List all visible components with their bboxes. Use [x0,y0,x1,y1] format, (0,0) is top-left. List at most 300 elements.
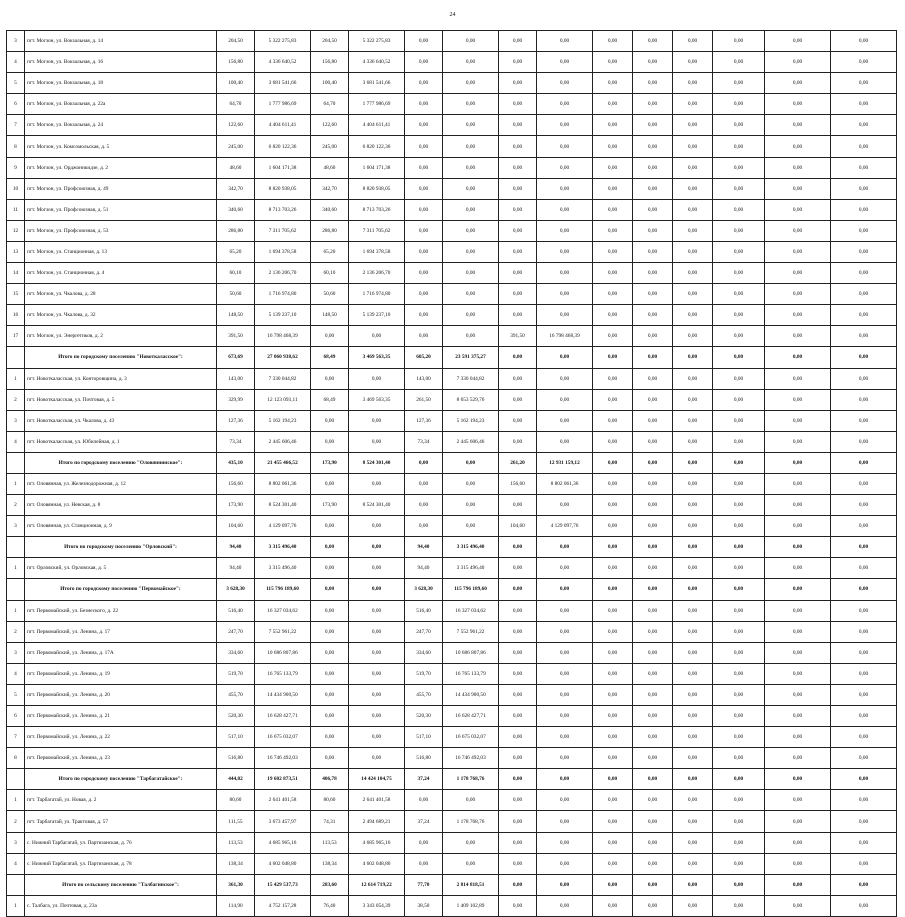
value-cell: 516,80 [405,748,443,769]
value-cell: 0,00 [713,600,765,621]
value-cell: 0,00 [713,516,765,537]
value-cell: 0,00 [443,220,499,241]
value-cell: 0,00 [713,663,765,684]
value-cell: 0,00 [311,558,349,579]
value-cell: 0,00 [499,157,537,178]
value-cell: 0,00 [405,832,443,853]
value-cell: 21 455 466,52 [255,452,311,473]
value-cell: 0,00 [537,600,593,621]
value-cell: 0,00 [537,748,593,769]
value-cell: 0,00 [831,431,897,452]
address-cell: пгт. Новоткаласская, ул. Конторовщина, д. 3 [25,368,217,389]
row-number-cell: 1 [7,790,25,811]
value-cell: 0,00 [443,790,499,811]
value-cell: 0,00 [311,537,349,558]
value-cell: 0,00 [713,115,765,136]
value-cell: 0,00 [633,769,673,790]
value-cell: 1 716 974,80 [349,284,405,305]
value-cell: 0,00 [593,31,633,52]
value-cell: 127,36 [405,410,443,431]
value-cell: 0,00 [537,115,593,136]
value-cell: 0,00 [633,284,673,305]
row-number-cell: 1 [7,600,25,621]
value-cell: 100,40 [311,73,349,94]
value-cell: 1 409 102,89 [443,895,499,916]
value-cell: 0,00 [831,220,897,241]
value-cell: 0,00 [673,642,713,663]
value-cell: 0,00 [633,706,673,727]
row-number-cell: 3 [7,642,25,663]
value-cell: 0,00 [831,537,897,558]
value-cell: 2 641 401,58 [349,790,405,811]
value-cell: 0,00 [765,452,831,473]
value-cell: 0,00 [713,410,765,431]
value-cell: 0,00 [765,284,831,305]
value-cell: 283,60 [311,874,349,895]
value-cell: 1 178 768,76 [443,769,499,790]
value-cell: 0,00 [405,136,443,157]
value-cell: 0,00 [593,537,633,558]
value-cell: 0,00 [673,537,713,558]
value-cell: 0,00 [311,684,349,705]
value-cell: 0,00 [713,157,765,178]
value-cell: 8 524 301,40 [349,495,405,516]
value-cell: 0,00 [499,263,537,284]
value-cell: 113,53 [217,832,255,853]
value-cell: 0,00 [765,706,831,727]
value-cell: 2 494 689,21 [349,811,405,832]
row-number-cell: 6 [7,94,25,115]
row-number-cell: 3 [7,31,25,52]
value-cell: 0,00 [593,516,633,537]
value-cell: 0,00 [831,115,897,136]
row-number-cell: 2 [7,495,25,516]
value-cell: 3 343 054,39 [349,895,405,916]
row-number-cell: 14 [7,263,25,284]
value-cell: 0,00 [673,769,713,790]
housing-registry-table [6,30,897,917]
value-cell: 0,00 [713,642,765,663]
row-number-cell: 2 [7,621,25,642]
value-cell: 329,99 [217,389,255,410]
value-cell: 340,60 [217,199,255,220]
address-cell: пгт. Оловянная, ул. Невская, д. 8 [25,495,217,516]
value-cell: 0,00 [499,684,537,705]
value-cell: 0,00 [673,452,713,473]
row-number-cell: 10 [7,178,25,199]
value-cell: 0,00 [831,31,897,52]
value-cell: 0,00 [633,220,673,241]
value-cell: 50,60 [217,284,255,305]
value-cell: 0,00 [443,115,499,136]
value-cell: 2 445 606,46 [255,431,311,452]
value-cell: 0,00 [499,220,537,241]
value-cell: 0,00 [443,326,499,347]
value-cell: 1 178 768,76 [443,811,499,832]
value-cell: 0,00 [831,558,897,579]
value-cell: 0,00 [405,73,443,94]
value-cell: 3 469 563,35 [349,347,405,368]
value-cell: 0,00 [713,73,765,94]
table-row [7,663,897,684]
value-cell: 261,20 [499,452,537,473]
value-cell: 4 129 097,76 [537,516,593,537]
value-cell: 16 327 034,62 [255,600,311,621]
value-cell: 0,00 [349,642,405,663]
value-cell: 0,00 [311,663,349,684]
address-cell: пгт. Оловянная, ул. Станционная, д. 9 [25,516,217,537]
value-cell: 0,00 [713,241,765,262]
value-cell: 0,00 [713,727,765,748]
value-cell: 0,00 [311,473,349,494]
value-cell: 143,00 [405,368,443,389]
value-cell: 0,00 [537,220,593,241]
value-cell: 0,00 [537,579,593,600]
table-row [7,368,897,389]
value-cell: 0,00 [831,284,897,305]
value-cell: 0,00 [673,284,713,305]
value-cell: 0,00 [443,832,499,853]
value-cell: 0,00 [537,769,593,790]
value-cell: 0,00 [443,52,499,73]
value-cell: 0,00 [499,895,537,916]
value-cell: 0,00 [633,31,673,52]
value-cell: 0,00 [311,579,349,600]
value-cell: 0,00 [633,94,673,115]
value-cell: 8 524 301,40 [255,495,311,516]
table-row [7,199,897,220]
value-cell: 0,00 [765,52,831,73]
value-cell: 0,00 [593,684,633,705]
value-cell: 0,00 [713,305,765,326]
value-cell: 0,00 [405,790,443,811]
address-cell: пгт. Тарбагатай, ул. Новая, д. 2 [25,790,217,811]
value-cell: 0,00 [593,769,633,790]
value-cell: 0,00 [633,495,673,516]
value-cell: 0,00 [311,410,349,431]
value-cell: 0,00 [443,178,499,199]
table-row [7,600,897,621]
value-cell: 0,00 [633,199,673,220]
value-cell: 0,00 [831,684,897,705]
value-cell: 77,70 [405,874,443,895]
value-cell: 0,00 [831,389,897,410]
value-cell: 0,00 [673,368,713,389]
value-cell: 342,70 [311,178,349,199]
value-cell: 0,00 [831,241,897,262]
value-cell: 76,40 [311,895,349,916]
value-cell: 0,00 [831,579,897,600]
value-cell: 0,00 [537,895,593,916]
value-cell: 14 434 900,50 [255,684,311,705]
value-cell: 0,00 [831,663,897,684]
address-cell: пгт. Могзон, ул. Профсоюзная, д. 53 [25,220,217,241]
value-cell: 38,50 [405,895,443,916]
address-cell: пгт. Новоткаласская, ул. Юбилейная, д. 1 [25,431,217,452]
value-cell: 0,00 [673,431,713,452]
value-cell: 0,00 [765,347,831,368]
table-row [7,642,897,663]
value-cell: 406,78 [311,769,349,790]
value-cell: 0,00 [831,516,897,537]
value-cell: 1 777 986,69 [349,94,405,115]
table-row [7,706,897,727]
value-cell: 6 820 122,36 [255,136,311,157]
value-cell: 0,00 [633,874,673,895]
value-cell: 0,00 [831,368,897,389]
value-cell: 0,00 [765,769,831,790]
value-cell: 27 060 938,62 [255,347,311,368]
value-cell: 0,00 [765,832,831,853]
value-cell: 68,49 [311,389,349,410]
value-cell: 0,00 [593,52,633,73]
value-cell: 0,00 [349,368,405,389]
table-row [7,241,897,262]
value-cell: 455,70 [405,684,443,705]
row-number-cell [7,579,25,600]
value-cell: 0,00 [673,305,713,326]
value-cell: 0,00 [633,473,673,494]
value-cell: 94,40 [217,537,255,558]
value-cell: 0,00 [713,874,765,895]
table-row [7,516,897,537]
value-cell: 94,40 [217,558,255,579]
value-cell: 0,00 [713,178,765,199]
value-cell: 156,60 [499,473,537,494]
value-cell: 3 628,30 [405,579,443,600]
value-cell: 0,00 [673,389,713,410]
value-cell: 0,00 [713,52,765,73]
value-cell: 0,00 [443,495,499,516]
subtotal-row [7,769,897,790]
value-cell: 0,00 [537,305,593,326]
address-cell: пгт. Орловский, ул. Орловская, д. 5 [25,558,217,579]
value-cell: 0,00 [633,368,673,389]
value-cell: 0,00 [673,811,713,832]
value-cell: 0,00 [633,241,673,262]
value-cell: 0,00 [765,727,831,748]
value-cell: 0,00 [349,558,405,579]
table-row [7,326,897,347]
value-cell: 0,00 [713,31,765,52]
value-cell: 0,00 [537,31,593,52]
value-cell: 7 552 961,22 [255,621,311,642]
value-cell: 455,70 [217,684,255,705]
value-cell: 65,20 [311,241,349,262]
value-cell: 0,00 [713,136,765,157]
value-cell: 0,00 [537,832,593,853]
value-cell: 0,00 [633,600,673,621]
value-cell: 0,00 [765,473,831,494]
value-cell: 0,00 [633,558,673,579]
value-cell: 0,00 [405,31,443,52]
value-cell: 0,00 [593,790,633,811]
address-cell: пгт. Первомайский, ул. Ленина, д. 23 [25,748,217,769]
value-cell: 0,00 [537,621,593,642]
value-cell: 148,50 [217,305,255,326]
value-cell: 0,00 [405,94,443,115]
value-cell: 0,00 [593,199,633,220]
value-cell: 516,40 [405,600,443,621]
subtotal-label-cell: Итого по городскому поселению "Первомайское": [25,579,217,600]
address-cell: пгт. Могзон, ул. Чкалова, д. 28 [25,284,217,305]
value-cell: 0,00 [713,389,765,410]
value-cell: 0,00 [633,790,673,811]
value-cell: 0,00 [713,790,765,811]
address-cell: с. Нижний Тарбагатай, ул. Партизанская, д. 76 [25,832,217,853]
value-cell: 16 628 427,71 [255,706,311,727]
value-cell: 74,31 [311,811,349,832]
value-cell: 8 820 938,05 [255,178,311,199]
value-cell: 0,00 [349,537,405,558]
value-cell: 435,10 [217,452,255,473]
subtotal-row [7,874,897,895]
value-cell: 0,00 [593,263,633,284]
value-cell: 4 685 965,16 [255,832,311,853]
value-cell: 0,00 [831,832,897,853]
address-cell: с. Талбага, ул. Почтовая, д. 23а [25,895,217,916]
value-cell: 0,00 [311,727,349,748]
value-cell: 111,55 [217,811,255,832]
subtotal-label-cell: Итого по городскому поселению "Новоткаласское": [25,347,217,368]
value-cell: 4 129 097,76 [255,516,311,537]
value-cell: 0,00 [765,853,831,874]
value-cell: 0,00 [673,52,713,73]
value-cell: 0,00 [537,136,593,157]
value-cell: 0,00 [593,220,633,241]
row-number-cell: 9 [7,157,25,178]
value-cell: 519,70 [217,663,255,684]
value-cell: 3 681 541,66 [255,73,311,94]
value-cell: 0,00 [713,495,765,516]
value-cell: 0,00 [311,706,349,727]
value-cell: 516,80 [217,748,255,769]
value-cell: 0,00 [713,347,765,368]
value-cell: 361,30 [217,874,255,895]
value-cell: 0,00 [537,178,593,199]
value-cell: 0,00 [831,811,897,832]
value-cell: 0,00 [443,263,499,284]
value-cell: 0,00 [405,495,443,516]
value-cell: 245,00 [217,136,255,157]
value-cell: 3 315 496,40 [255,558,311,579]
value-cell: 0,00 [831,136,897,157]
address-cell: пгт. Новоткаласская, ул. Почтовая, д. 5 [25,389,217,410]
value-cell: 0,00 [499,790,537,811]
address-cell: пгт. Первомайский, ул. Ленина, д. 17А [25,642,217,663]
value-cell: 0,00 [405,115,443,136]
value-cell: 0,00 [443,199,499,220]
value-cell: 0,00 [593,663,633,684]
value-cell: 12 931 159,12 [537,452,593,473]
value-cell: 520,30 [217,706,255,727]
table-row [7,115,897,136]
value-cell: 14 434 900,50 [443,684,499,705]
value-cell: 0,00 [673,516,713,537]
value-cell: 2 814 818,51 [443,874,499,895]
value-cell: 0,00 [831,748,897,769]
table-row [7,811,897,832]
value-cell: 2 136 206,70 [255,263,311,284]
value-cell: 0,00 [593,305,633,326]
value-cell: 0,00 [673,895,713,916]
value-cell: 37,24 [405,769,443,790]
value-cell: 73,34 [405,431,443,452]
value-cell: 0,00 [349,600,405,621]
value-cell: 0,00 [537,431,593,452]
address-cell: пгт. Первомайский, ул. Ленина, д. 17 [25,621,217,642]
value-cell: 0,00 [499,178,537,199]
address-cell: пгт. Могзон, ул. Комсомольская, д. 5 [25,136,217,157]
value-cell: 334,60 [405,642,443,663]
value-cell: 173,90 [217,495,255,516]
value-cell: 0,00 [633,811,673,832]
address-cell: пгт. Первомайский, ул. Ленина, д. 19 [25,663,217,684]
value-cell: 64,70 [217,94,255,115]
value-cell: 0,00 [443,473,499,494]
page-number: 24 [449,12,456,18]
value-cell: 0,00 [673,579,713,600]
value-cell: 0,00 [405,178,443,199]
value-cell: 0,00 [349,621,405,642]
value-cell: 0,00 [713,431,765,452]
value-cell: 0,00 [593,811,633,832]
value-cell: 14 424 104,75 [349,769,405,790]
value-cell: 0,00 [765,663,831,684]
value-cell: 0,00 [831,199,897,220]
value-cell: 0,00 [765,558,831,579]
value-cell: 0,00 [673,853,713,874]
value-cell: 1 716 974,80 [255,284,311,305]
value-cell: 0,00 [765,136,831,157]
value-cell: 0,00 [765,241,831,262]
table-row [7,727,897,748]
value-cell: 0,00 [633,579,673,600]
value-cell: 0,00 [713,558,765,579]
value-cell: 0,00 [405,473,443,494]
value-cell: 0,00 [713,895,765,916]
value-cell: 0,00 [633,178,673,199]
table-row [7,157,897,178]
value-cell: 0,00 [713,811,765,832]
value-cell: 0,00 [673,94,713,115]
value-cell: 0,00 [633,516,673,537]
row-number-cell: 15 [7,284,25,305]
value-cell: 0,00 [831,706,897,727]
table-row [7,389,897,410]
value-cell: 0,00 [831,178,897,199]
value-cell: 8 802 061,36 [537,473,593,494]
row-number-cell: 12 [7,220,25,241]
value-cell: 0,00 [713,284,765,305]
value-cell: 0,00 [633,305,673,326]
value-cell: 0,00 [499,558,537,579]
address-cell: пгт. Могзон, ул. Орджоникидзе, д. 2 [25,157,217,178]
value-cell: 0,00 [831,853,897,874]
value-cell: 0,00 [593,115,633,136]
value-cell: 5 162 194,23 [443,410,499,431]
value-cell: 0,00 [673,558,713,579]
value-cell: 16 798 468,39 [537,326,593,347]
value-cell: 0,00 [633,832,673,853]
value-cell: 0,00 [633,642,673,663]
value-cell: 0,00 [537,495,593,516]
value-cell: 0,00 [673,115,713,136]
value-cell: 0,00 [537,389,593,410]
value-cell: 10 686 807,86 [255,642,311,663]
value-cell: 0,00 [713,832,765,853]
value-cell: 1 777 986,69 [255,94,311,115]
